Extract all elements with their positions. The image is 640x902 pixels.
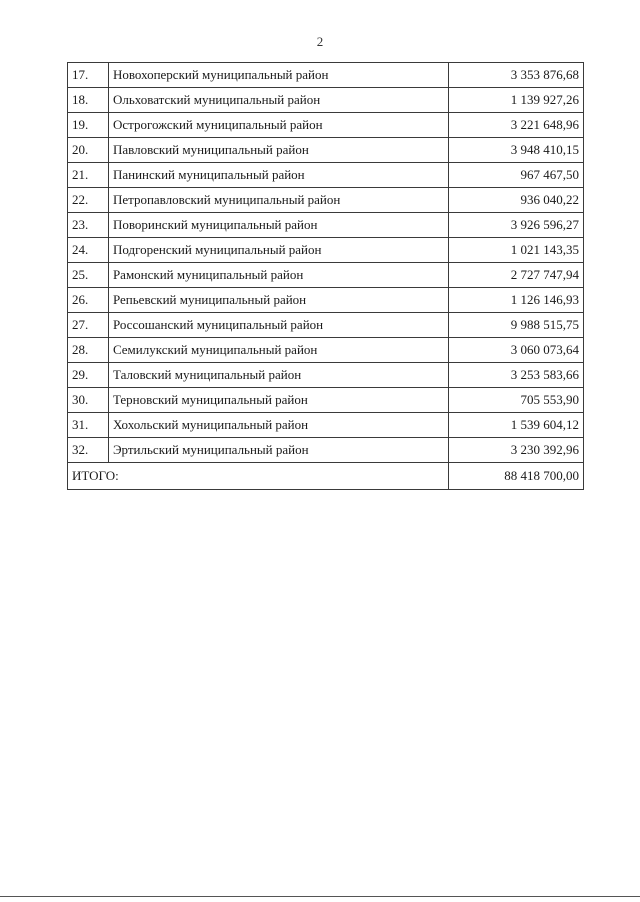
district-name: Семилукский муниципальный район bbox=[108, 338, 448, 363]
row-number: 32. bbox=[68, 438, 109, 463]
table-row bbox=[68, 363, 584, 388]
amount-value: 1 139 927,26 bbox=[449, 88, 584, 113]
amount-value: 1 126 146,93 bbox=[449, 288, 584, 313]
row-number: 26. bbox=[68, 288, 109, 313]
table-row bbox=[68, 88, 584, 113]
row-number: 31. bbox=[68, 413, 109, 438]
district-name: Новохоперский муниципальный район bbox=[108, 63, 448, 88]
amount-value: 3 221 648,96 bbox=[449, 113, 584, 138]
district-name: Таловский муниципальный район bbox=[108, 363, 448, 388]
district-name: Подгоренский муниципальный район bbox=[108, 238, 448, 263]
row-number: 27. bbox=[68, 313, 109, 338]
table-row bbox=[68, 388, 584, 413]
row-number: 17. bbox=[68, 63, 109, 88]
table-row bbox=[68, 213, 584, 238]
row-number: 18. bbox=[68, 88, 109, 113]
district-name: Репьевский муниципальный район bbox=[108, 288, 448, 313]
amount-value: 1 021 143,35 bbox=[449, 238, 584, 263]
district-name: Острогожский муниципальный район bbox=[108, 113, 448, 138]
district-name: Панинский муниципальный район bbox=[108, 163, 448, 188]
amount-value: 9 988 515,75 bbox=[449, 313, 584, 338]
table-row bbox=[68, 313, 584, 338]
table-row bbox=[68, 288, 584, 313]
table-row bbox=[68, 263, 584, 288]
total-label: ИТОГО: bbox=[68, 463, 449, 490]
table-row bbox=[68, 63, 584, 88]
allocation-table bbox=[67, 62, 584, 490]
district-name: Россошанский муниципальный район bbox=[108, 313, 448, 338]
district-name: Петропавловский муниципальный район bbox=[108, 188, 448, 213]
row-number: 24. bbox=[68, 238, 109, 263]
district-name: Рамонский муниципальный район bbox=[108, 263, 448, 288]
amount-value: 3 948 410,15 bbox=[449, 138, 584, 163]
row-number: 30. bbox=[68, 388, 109, 413]
district-name: Хохольский муниципальный район bbox=[108, 413, 448, 438]
row-number: 19. bbox=[68, 113, 109, 138]
district-name: Эртильский муниципальный район bbox=[108, 438, 448, 463]
row-number: 22. bbox=[68, 188, 109, 213]
table-row bbox=[68, 438, 584, 463]
table-row bbox=[68, 163, 584, 188]
table-row bbox=[68, 138, 584, 163]
amount-value: 3 353 876,68 bbox=[449, 63, 584, 88]
amount-value: 1 539 604,12 bbox=[449, 413, 584, 438]
row-number: 25. bbox=[68, 263, 109, 288]
table-row bbox=[68, 413, 584, 438]
total-row bbox=[68, 463, 584, 490]
amount-value: 2 727 747,94 bbox=[449, 263, 584, 288]
amount-value: 967 467,50 bbox=[449, 163, 584, 188]
table-row bbox=[68, 338, 584, 363]
district-name: Поворинский муниципальный район bbox=[108, 213, 448, 238]
table-row bbox=[68, 188, 584, 213]
district-name: Павловский муниципальный район bbox=[108, 138, 448, 163]
amount-value: 3 253 583,66 bbox=[449, 363, 584, 388]
page-number: 2 bbox=[316, 34, 324, 49]
amount-value: 705 553,90 bbox=[449, 388, 584, 413]
row-number: 23. bbox=[68, 213, 109, 238]
amount-value: 936 040,22 bbox=[449, 188, 584, 213]
row-number: 28. bbox=[68, 338, 109, 363]
row-number: 21. bbox=[68, 163, 109, 188]
table-row bbox=[68, 113, 584, 138]
page-bottom-divider bbox=[0, 896, 640, 897]
row-number: 20. bbox=[68, 138, 109, 163]
table-row bbox=[68, 238, 584, 263]
total-amount: 88 418 700,00 bbox=[449, 463, 584, 490]
district-name: Ольховатский муниципальный район bbox=[108, 88, 448, 113]
amount-value: 3 230 392,96 bbox=[449, 438, 584, 463]
district-name: Терновский муниципальный район bbox=[108, 388, 448, 413]
amount-value: 3 926 596,27 bbox=[449, 213, 584, 238]
row-number: 29. bbox=[68, 363, 109, 388]
amount-value: 3 060 073,64 bbox=[449, 338, 584, 363]
